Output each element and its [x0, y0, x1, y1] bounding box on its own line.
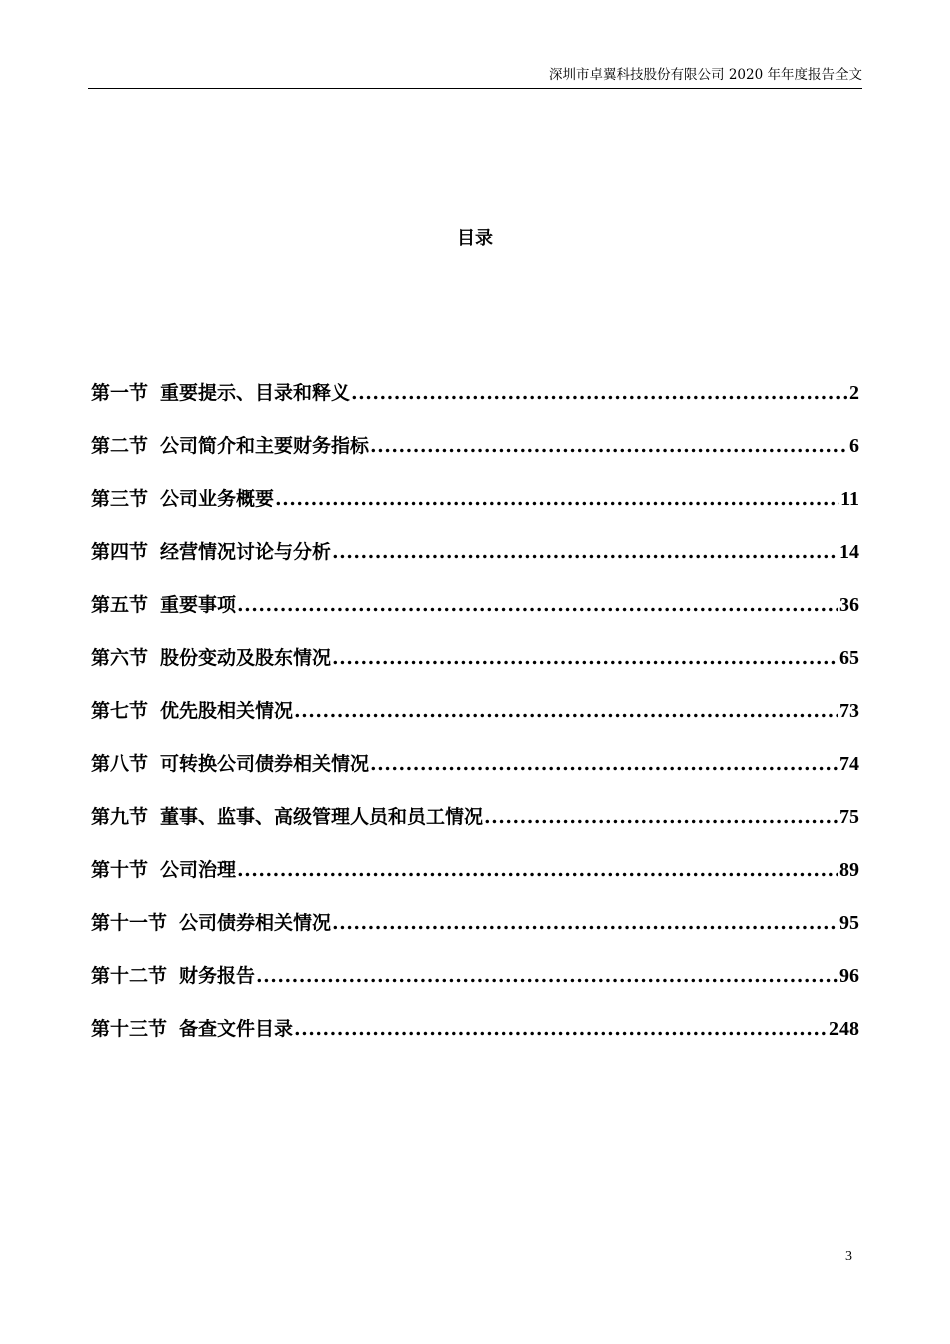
toc-section-number: 第四节 [91, 541, 149, 563]
toc-page-number: 14 [839, 541, 859, 563]
toc-page-number: 11 [840, 488, 859, 510]
toc-dot-leader [294, 699, 838, 723]
toc-dot-leader [237, 858, 838, 882]
toc-page-number: 95 [839, 912, 859, 934]
toc-entry-2[interactable] [91, 434, 859, 487]
toc-page-number: 75 [839, 806, 859, 828]
toc-section-number: 第二节 [91, 435, 149, 457]
toc-section-title: 公司债券相关情况 [179, 912, 332, 934]
toc-section-number: 第一节 [91, 382, 149, 404]
toc-section-number: 第六节 [91, 647, 149, 669]
toc-entry-9[interactable] [91, 805, 859, 858]
header-divider [88, 88, 862, 89]
toc-section-number: 第三节 [91, 488, 149, 510]
toc-section-title: 董事、监事、高级管理人员和员工情况 [160, 806, 484, 828]
toc-entry-5[interactable] [91, 593, 859, 646]
toc-dot-leader [294, 1017, 828, 1041]
toc-section-title: 公司治理 [160, 859, 237, 881]
toc-entry-8[interactable] [91, 752, 859, 805]
toc-section-title: 公司简介和主要财务指标 [160, 435, 370, 457]
toc-section-title: 公司业务概要 [160, 488, 275, 510]
toc-dot-leader [237, 593, 838, 617]
toc-section-title: 重要事项 [160, 594, 237, 616]
toc-dot-leader [256, 964, 838, 988]
toc-entry-13[interactable] [91, 1017, 859, 1070]
toc-section-title: 优先股相关情况 [160, 700, 294, 722]
toc-page-number: 2 [849, 382, 859, 404]
toc-entry-10[interactable] [91, 858, 859, 911]
toc-dot-leader [370, 752, 838, 776]
toc-title: 目录 [457, 228, 493, 249]
toc-entry-3[interactable] [91, 487, 859, 540]
table-of-contents [91, 381, 859, 1070]
toc-entry-12[interactable] [91, 964, 859, 1017]
toc-dot-leader [332, 540, 838, 564]
toc-page-number: 73 [839, 700, 859, 722]
toc-section-title: 股份变动及股东情况 [160, 647, 332, 669]
toc-dot-leader [370, 434, 848, 458]
toc-dot-leader [351, 381, 848, 405]
toc-section-title: 可转换公司债券相关情况 [160, 753, 370, 775]
toc-entry-4[interactable] [91, 540, 859, 593]
toc-page-number: 65 [839, 647, 859, 669]
toc-section-number: 第九节 [91, 806, 149, 828]
toc-section-title: 备查文件目录 [179, 1018, 294, 1040]
toc-section-number: 第十节 [91, 859, 149, 881]
toc-section-number: 第五节 [91, 594, 149, 616]
page-number: 3 [845, 1249, 852, 1264]
toc-dot-leader [275, 487, 839, 511]
toc-section-number: 第七节 [91, 700, 149, 722]
toc-page-number: 36 [839, 594, 859, 616]
toc-entry-6[interactable] [91, 646, 859, 699]
toc-page-number: 248 [829, 1018, 859, 1040]
toc-section-number: 第十三节 [91, 1018, 168, 1040]
toc-page-number: 74 [839, 753, 859, 775]
toc-section-number: 第十一节 [91, 912, 168, 934]
toc-section-title: 经营情况讨论与分析 [160, 541, 332, 563]
toc-page-number: 96 [839, 965, 859, 987]
document-header: 深圳市卓翼科技股份有限公司 2020 年年度报告全文 [549, 67, 862, 83]
toc-dot-leader [332, 646, 838, 670]
toc-entry-11[interactable] [91, 911, 859, 964]
toc-dot-leader [332, 911, 838, 935]
toc-section-number: 第十二节 [91, 965, 168, 987]
toc-section-title: 财务报告 [179, 965, 256, 987]
toc-entry-1[interactable] [91, 381, 859, 434]
toc-section-number: 第八节 [91, 753, 149, 775]
toc-page-number: 89 [839, 859, 859, 881]
toc-entry-7[interactable] [91, 699, 859, 752]
toc-section-title: 重要提示、目录和释义 [160, 382, 351, 404]
toc-dot-leader [484, 805, 838, 829]
toc-page-number: 6 [849, 435, 859, 457]
